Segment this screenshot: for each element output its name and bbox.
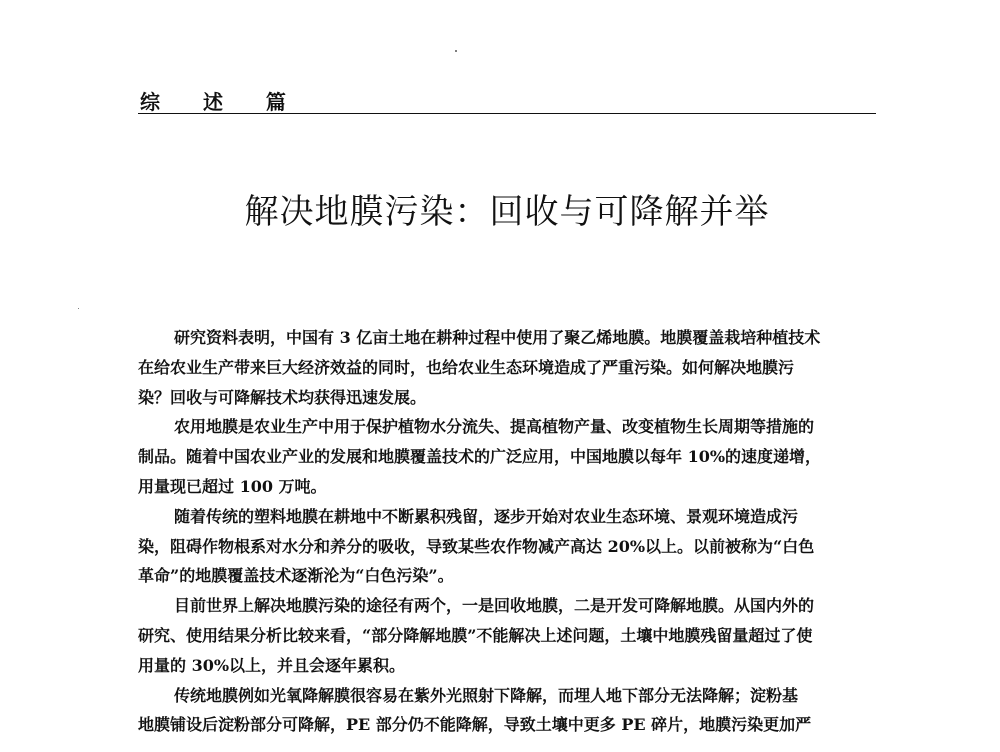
text-line: 染，阻碍作物根系对水分和养分的吸收，导致某些农作物减产高达 20%以上。以前被称为“白色 xyxy=(138,536,815,556)
text-line: 随着传统的塑料地膜在耕地中不断累积残留，逐步开始对农业生态环境、景观环境造成污 xyxy=(174,506,799,526)
paragraph-4 xyxy=(138,591,876,680)
section-label: 综 述 篇 xyxy=(140,90,304,114)
paragraph-2 xyxy=(138,412,876,501)
text-line: 农用地膜是农业生产中用于保护植物水分流失、提高植物产量、改变植物生长周期等措施的 xyxy=(174,417,815,437)
text-line: 研究、使用结果分析比较来看，“部分降解地膜”不能解决上述问题，土壤中地膜残留量超过了使 xyxy=(138,625,813,645)
text-line: 染？回收与可降解技术均获得迅速发展。 xyxy=(138,387,427,407)
text-line: 制品。随着中国农业产业的发展和地膜覆盖技术的广泛应用，中国地膜以每年 10%的速度递增， xyxy=(138,447,822,467)
paragraph-5 xyxy=(138,681,876,741)
header-rule xyxy=(138,113,876,114)
text-line: 革命”的地膜覆盖技术逐渐沦为“白色污染”。 xyxy=(138,566,454,586)
paragraph-1 xyxy=(138,323,876,412)
scan-speck xyxy=(455,50,457,52)
text-line: 在给农业生产带来巨大经济效益的同时，也给农业生态环境造成了严重污染。如何解决地膜污 xyxy=(138,357,795,377)
scan-speck xyxy=(78,308,79,309)
paragraph-3 xyxy=(138,502,876,591)
text-line: 用量的 30%以上，并且会逐年累积。 xyxy=(138,655,406,675)
article-body xyxy=(138,323,876,740)
text-line: 传统地膜例如光氧降解膜很容易在紫外光照射下降解，而埋人地下部分无法降解；淀粉基 xyxy=(174,685,799,705)
text-line: 研究资料表明，中国有 3 亿亩土地在耕种过程中使用了聚乙烯地膜。地膜覆盖栽培种植技术 xyxy=(174,328,821,347)
article-title: 解决地膜污染：回收与可降解并举 xyxy=(244,192,770,232)
text-line: 用量现已超过 100 万吨。 xyxy=(138,476,327,496)
text-line: 地膜铺设后淀粉部分可降解，PE 部分仍不能降解，导致土壤中更多 PE 碎片，地膜污染更加严 xyxy=(138,715,812,735)
text-line: 目前世界上解决地膜污染的途径有两个，一是回收地膜，二是开发可降解地膜。从国内外的 xyxy=(174,596,815,616)
